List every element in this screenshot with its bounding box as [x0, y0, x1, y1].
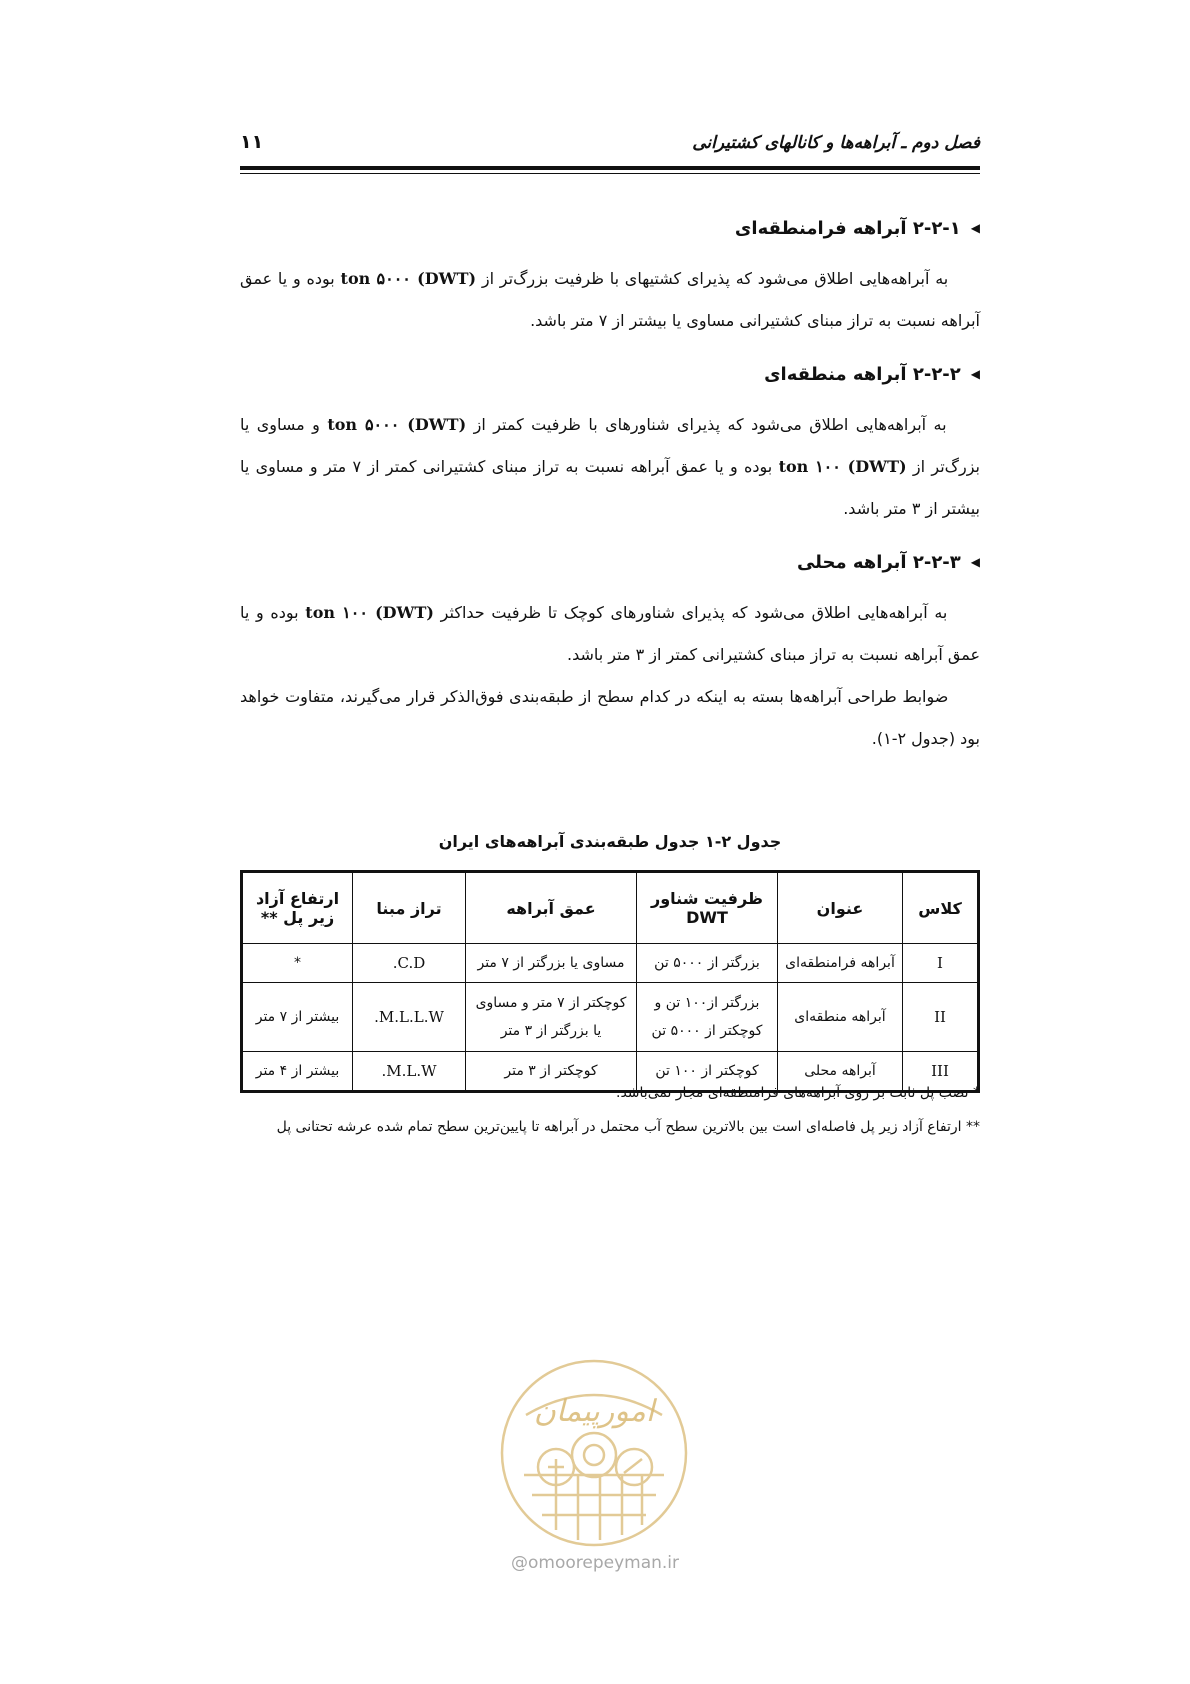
table-row — [242, 983, 979, 1052]
section-paragraph: به آبراهه‌هایی اطلاق می‌شود که پذیرای شناورهای کوچک تا ظرفیت حداکثر (DWT) ton ۱۰۰ بوده و یا عمق آبراهه نسبت به تراز مبنای کشتیرانی کمتر از ۳ متر باشد. — [240, 603, 980, 664]
watermark-site: @omoorepeyman.ir — [510, 1553, 680, 1573]
table-cell: آبراهه فرامنطقه‌ای — [778, 944, 903, 983]
table-header-cell: کلاس — [903, 872, 979, 944]
waterway-classification-table — [240, 870, 980, 1093]
table-cell: مساوی یا بزرگتر از ۷ متر — [466, 944, 637, 983]
chapter-title: فصل دوم ـ آبراهه‌ها و کانالهای کشتیرانی — [692, 133, 980, 153]
table-cell: II — [903, 983, 979, 1052]
footnote-2: ** ارتفاع آزاد زیر پل فاصله‌ای است بین بالاترین سطح آب محتمل در آبراهه تا پایین‌ترین سطح تمام شده عرشه تحتانی پل — [276, 1119, 980, 1135]
table-header-cell: عنوان — [778, 872, 903, 944]
table-caption: جدول ۲-۱ جدول طبقه‌بندی آبراهه‌های ایران — [438, 832, 782, 851]
main-content — [240, 210, 980, 774]
table-header-cell: ظرفیت شناور DWT — [637, 872, 778, 944]
table-header-row — [242, 872, 979, 944]
table-cell: بزرگتر از۱۰۰ تن و کوچکتر از ۵۰۰۰ تن — [637, 983, 778, 1052]
watermark-logo — [496, 1355, 692, 1551]
table-footnotes — [240, 1076, 980, 1144]
page-number: ۱۱ — [240, 131, 264, 153]
table-cell: M.L.L.W. — [353, 983, 466, 1052]
table-header-cell: تراز مبنا — [353, 872, 466, 944]
section-local — [240, 544, 980, 760]
table-header-cell: عمق آبراهه — [466, 872, 637, 944]
table-cell: آبراهه محلی — [778, 1052, 903, 1092]
table-cell: C.D. — [353, 944, 466, 983]
section-paragraph: ضوابط طراحی آبراهه‌ها بسته به اینکه در کدام سطح از طبقه‌بندی فوق‌الذکر قرار می‌گیرند، متفاوت خواهد بود (جدول ۲-۱). — [240, 687, 980, 748]
table-cell: بیشتر از ۴ متر — [242, 1052, 353, 1092]
section-regional — [240, 356, 980, 530]
section-heading-text: ۲-۲-۲ آبراهه منطقه‌ای — [764, 363, 961, 385]
table-cell: بزرگتر از ۵۰۰۰ تن — [637, 944, 778, 983]
section-heading — [240, 544, 980, 580]
table-header-cell: ارتفاع آزاد زیر پل ** — [242, 872, 353, 944]
table-cell: آبراهه منطقه‌ای — [778, 983, 903, 1052]
triangle-bullet-icon: ◀ — [970, 367, 980, 381]
table-cell: III — [903, 1052, 979, 1092]
section-paragraph: به آبراهه‌هایی اطلاق می‌شود که پذیرای شناورهای با ظرفیت کمتر از (DWT) ton ۵۰۰۰ و مساوی یا بزرگ‌تر از (DWT) ton ۱۰۰ بوده و یا عمق آبراهه نسبت به تراز مبنای کشتیرانی کمتر از ۷ متر و مساوی یا بیشتر از ۳ متر باشد. — [240, 415, 980, 518]
section-heading — [240, 210, 980, 246]
table-cell: * — [242, 944, 353, 983]
header-rule-thick — [240, 166, 980, 170]
header-rule-thin — [240, 173, 980, 174]
table-cell: کوچکتر از ۳ متر — [466, 1052, 637, 1092]
section-transregional — [240, 210, 980, 342]
page-header — [240, 125, 980, 165]
table-cell: بیشتر از ۷ متر — [242, 983, 353, 1052]
footnote-1: * نصب پل ثابت بر روی آبراهه‌های فرامنطقه‌ای مجاز نمی‌باشد. — [616, 1085, 980, 1101]
triangle-bullet-icon: ◀ — [970, 555, 980, 569]
table-cell: I — [903, 944, 979, 983]
table-cell: کوچکتر از ۱۰۰ تن — [637, 1052, 778, 1092]
section-heading-text: ۲-۲-۳ آبراهه محلی — [796, 551, 961, 573]
table-cell: کوچکتر از ۷ متر و مساوی یا بزرگتر از ۳ متر — [466, 983, 637, 1052]
table-row — [242, 944, 979, 983]
section-paragraph: به آبراهه‌هایی اطلاق می‌شود که پذیرای کشتیهای با ظرفیت بزرگ‌تر از (DWT) ton ۵۰۰۰ بوده و یا عمق آبراهه نسبت به تراز مبنای کشتیرانی مساوی یا بیشتر از ۷ متر باشد. — [240, 269, 980, 330]
table-cell: M.L.W. — [353, 1052, 466, 1092]
section-heading-text: ۲-۲-۱ آبراهه فرامنطقه‌ای — [734, 217, 961, 239]
triangle-bullet-icon: ◀ — [970, 221, 980, 235]
logo-text: امورپیمان — [533, 1394, 655, 1429]
section-heading — [240, 356, 980, 392]
